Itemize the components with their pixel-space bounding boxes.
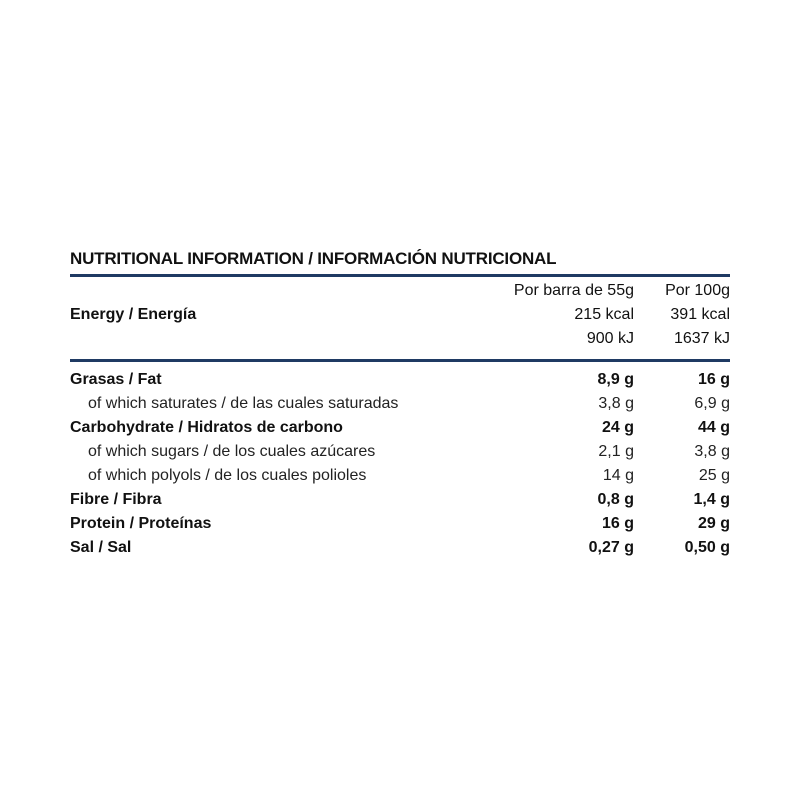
nutrient-label: Carbohydrate / Hidratos de carbono <box>70 419 343 436</box>
column-heading-per-100g: Por 100g <box>665 282 730 299</box>
nutrient-row-fat <box>70 368 730 392</box>
energy-kj-per-bar: 900 kJ <box>586 330 634 347</box>
value-per-bar: 3,8 g <box>598 395 634 412</box>
value-per-100g: 25 g <box>698 467 730 484</box>
value-per-bar: 14 g <box>602 467 634 484</box>
panel-title: NUTRITIONAL INFORMATION / INFORMACIÓN NUTRICIONAL <box>70 249 557 268</box>
energy-header <box>70 277 730 359</box>
value-per-bar: 16 g <box>601 515 634 532</box>
energy-label: Energy / Energía <box>70 306 197 323</box>
nutrient-row-carbohydrate <box>70 416 730 440</box>
nutrient-row-sugars <box>70 440 730 464</box>
nutrient-label: Protein / Proteínas <box>70 515 212 532</box>
value-per-100g: 1,4 g <box>693 491 730 508</box>
energy-kcal-per-100g: 391 kcal <box>670 306 730 323</box>
nutrient-label: of which polyols / de los cuales polioles <box>88 467 367 484</box>
nutrition-panel <box>70 249 730 560</box>
nutrient-row-fibre <box>70 488 730 512</box>
value-per-bar: 24 g <box>601 419 634 436</box>
value-per-bar: 0,8 g <box>597 491 634 508</box>
nutrient-row-protein <box>70 512 730 536</box>
value-per-100g: 0,50 g <box>684 539 730 556</box>
value-per-100g: 29 g <box>697 515 730 532</box>
nutrient-row-salt <box>70 536 730 560</box>
energy-kcal-per-bar: 215 kcal <box>574 306 634 323</box>
nutrient-row-polyols <box>70 464 730 488</box>
nutrient-label: Fibre / Fibra <box>70 491 162 508</box>
nutrient-label: of which saturates / de las cuales saturadas <box>88 395 399 412</box>
value-per-bar: 0,27 g <box>588 539 634 556</box>
value-per-100g: 44 g <box>697 419 730 436</box>
header-bottom-rule <box>70 359 730 362</box>
value-per-100g: 6,9 g <box>694 395 730 412</box>
value-per-bar: 2,1 g <box>598 443 634 460</box>
value-per-bar: 8,9 g <box>597 371 634 388</box>
value-per-100g: 16 g <box>697 371 730 388</box>
column-heading-per-bar: Por barra de 55g <box>513 282 634 299</box>
value-per-100g: 3,8 g <box>694 443 730 460</box>
nutrient-rows <box>70 368 730 560</box>
nutrient-label: Sal / Sal <box>70 539 132 556</box>
nutrient-label: Grasas / Fat <box>70 371 162 388</box>
nutrient-label: of which sugars / de los cuales azúcares <box>88 443 376 460</box>
energy-kj-per-100g: 1637 kJ <box>673 330 730 347</box>
nutrient-row-saturates <box>70 392 730 416</box>
